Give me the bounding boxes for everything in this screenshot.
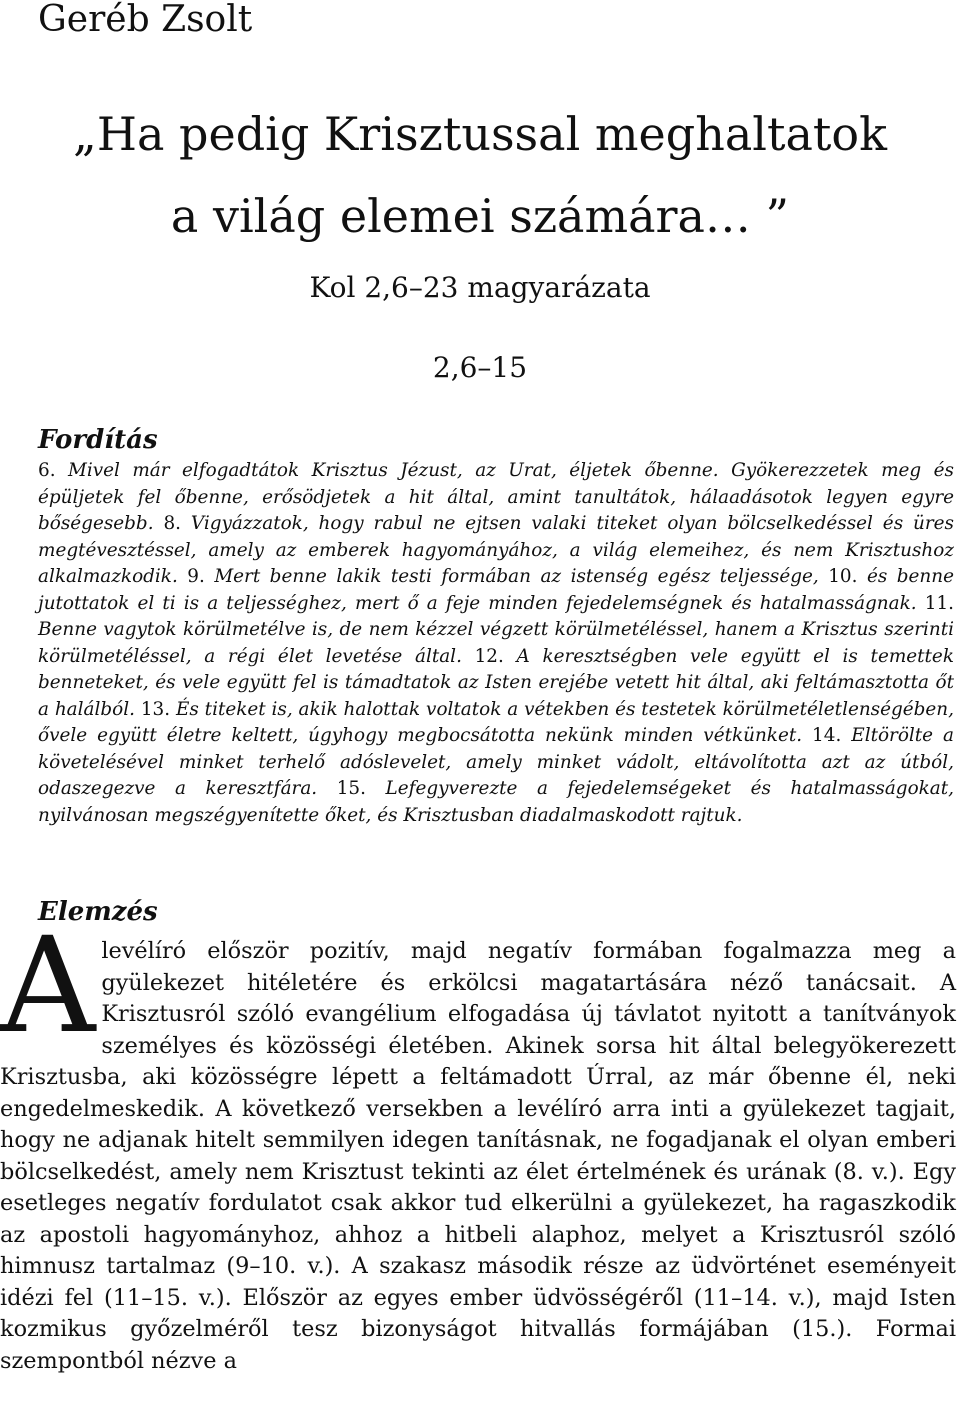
verse-text: Mivel már elfogadtátok Krisztus Jézust, az Urat, éljetek őbenne. Gyökerezzetek meg és épüljetek fel őbenne, erősödjetek a hit által, amint tanultátok, hálaadásotok legyen egyre bőségesebb. [38,460,954,534]
title-line-1: „Ha pedig Krisztussal meghaltatok [73,107,887,161]
verse-text: Benne vagytok körülmetélve is, de nem kézzel végzett körülmetéléssel, hanem a Krisztus szerinti körülmetéléssel, a régi élet levetése által. [38,619,954,667]
translation-heading: Fordítás [38,425,158,455]
verse-text: Mert benne lakik testi formában az istenség egész teljessége, [214,566,819,587]
verse-number: 6. [38,460,56,481]
verse-number: 9. [187,566,205,587]
verse-number: 10. [828,566,858,587]
verse-number: 13. [140,698,171,720]
analysis-heading: Elemzés [38,897,158,927]
verse-number: 12. [474,645,504,667]
subtitle: Kol 2,6–23 magyarázata [309,271,651,304]
title-line-2: a világ elemei számára… ” [170,189,790,243]
author-name: Geréb Zsolt [38,0,253,40]
drop-cap: A [0,909,96,1063]
translation-text [38,458,954,829]
verse-text: Eltörölte a követelésével minket terhelő adóslevelet, amely minket vádolt, eltávolította azt az útból, odaszegezve a keresztfára. [38,725,954,799]
verse-number: 14. [812,725,842,746]
analysis-body: levélíró először pozitív, majd negatív formában fogalmazza meg a gyülekezet hitéletére és erkölcsi magatartására néző tanácsait. A Krisztusról szóló evangélium elfogadása új távlatot nyitott a tanítványok személyes és közösségi életében. Akinek sorsa hit által belegyökerezett Krisztusba, aki közösségre lépett a feltámadott Úrral, az már őbenne él, neki engedelmeskedik. A következő versekben a levélíró arra inti a gyülekezet tagjait, hogy ne adjanak hitelt semmilyen idegen tanításnak, ne fogadjanak el olyan emberi bölcselkedést, amely nem Krisztust tekinti az élet értelmének és urának (8. v.). Egy esetleges negatív fordulatot csak akkor tud elkerülni a gyülekezet, ha ragaszkodik az apostoli hagyományhoz, ahhoz a hitbeli alaphoz, melyet a Krisztusról szóló himnusz tartalmaz (9–10. v.). A szakasz második része az üdvörténet eseményeit idézi fel (11–15. v.). Először az egyes ember üdvösségéről (11–14. v.), majd Isten kozmikus győzelméről tesz bizonyságot hitvallás formájában (15.). Formai szempontból nézve a [0,938,956,1374]
verse-text: és benne jutottatok el ti is a teljességhez, mert ő a feje minden fejedelemségnek és hatalmasságnak. [38,566,954,614]
verse-text: És titeket is, akik halottak voltatok a vétekben és testetek körülmetéletlenségében, ővele együtt életre keltett, úgyhogy megbocsátotta nekünk minden vétkünket. [38,698,954,746]
verse-text: Vigyázzatok, hogy rabul ne ejtsen valaki titeket olyan bölcselkedéssel és üres megtévesztéssel, amely az emberek hagyományához, a világ elemeihez, és nem Krisztushoz alkalmazkodik. [38,513,954,587]
verse-text: Lefegyverezte a fejedelemségeket és hatalmasságokat, nyilvánosan megszégyenítette őket, és Krisztusban diadalmaskodott rajtuk. [38,778,954,826]
passage-range: 2,6–15 [432,351,528,384]
verse-number: 8. [163,513,181,534]
verse-number: 11. [924,592,954,614]
verse-number: 15. [336,778,366,799]
verse-text: A keresztségben vele együtt el is temettek benneteket, és vele együtt fel is támadtatok az Isten erejébe vetett hit által, aki feltámasztotta őt a halálból. [38,645,954,720]
